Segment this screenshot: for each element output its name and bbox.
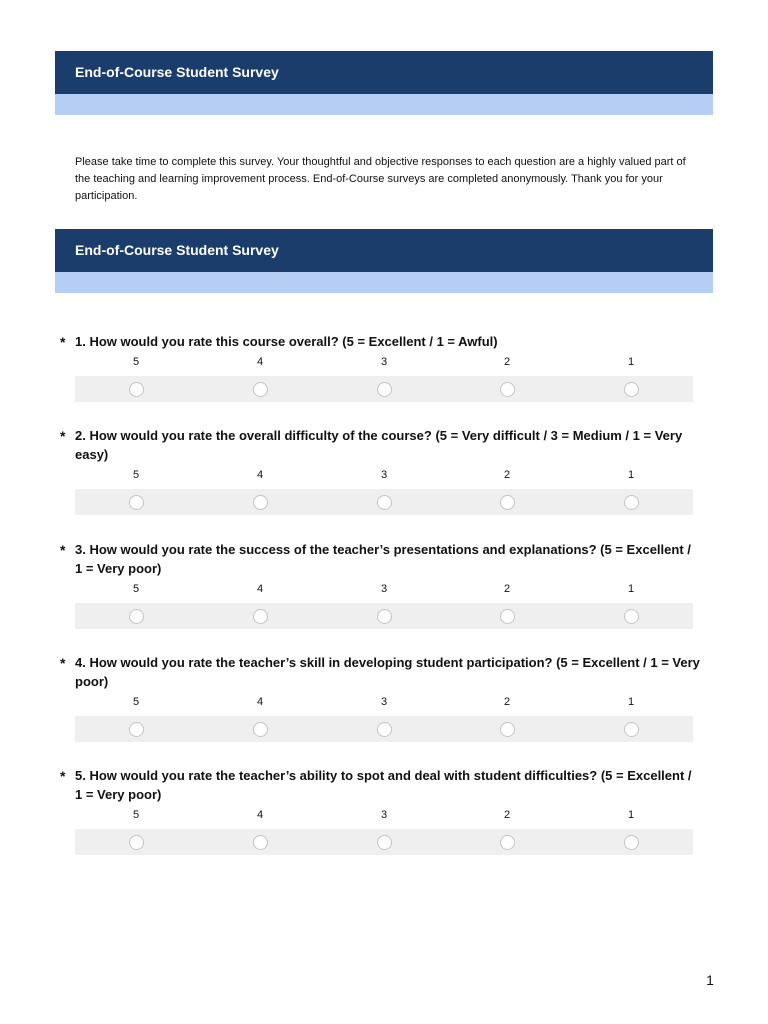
radio-option-5[interactable] [129,835,144,850]
question-1 [60,332,700,402]
radio-option-4[interactable] [253,382,268,397]
survey-title: End-of-Course Student Survey [55,51,713,94]
page-number: 1 [706,972,714,988]
scale-label-2: 2 [503,356,511,368]
question-label: 5. How would you rate the teacher’s ability to spot and deal with student difficulties? (5 = Excellent / 1 = Very poor) [75,768,692,802]
required-asterisk: * [60,542,66,558]
radio-option-2[interactable] [500,609,515,624]
radio-option-3[interactable] [377,382,392,397]
header-accent-band [55,94,713,115]
radio-option-3[interactable] [377,495,392,510]
section-accent-band [55,272,713,293]
radio-option-2[interactable] [500,382,515,397]
rating-scale-labels [75,356,693,371]
radio-option-4[interactable] [253,722,268,737]
scale-label-1: 1 [627,696,635,708]
scale-label-2: 2 [503,696,511,708]
question-label: 1. How would you rate this course overall? (5 = Excellent / 1 = Awful) [75,334,498,349]
required-asterisk: * [60,334,66,350]
scale-label-4: 4 [256,696,264,708]
scale-label-4: 4 [256,583,264,595]
question-label: 4. How would you rate the teacher’s skill in developing student participation? (5 = Excellent / 1 = Very poor) [75,655,700,689]
question-text [60,766,700,804]
scale-label-5: 5 [132,583,140,595]
scale-label-1: 1 [627,356,635,368]
question-5 [60,766,700,855]
scale-label-4: 4 [256,469,264,481]
rating-radio-group [75,489,693,515]
question-2 [60,426,700,515]
scale-label-3: 3 [380,469,388,481]
scale-label-1: 1 [627,469,635,481]
scale-label-2: 2 [503,469,511,481]
rating-radio-group [75,716,693,742]
radio-option-1[interactable] [624,495,639,510]
question-3 [60,540,700,629]
scale-label-2: 2 [503,809,511,821]
scale-label-5: 5 [132,469,140,481]
radio-option-3[interactable] [377,835,392,850]
rating-scale-labels [75,583,693,598]
radio-option-2[interactable] [500,835,515,850]
required-asterisk: * [60,428,66,444]
radio-option-1[interactable] [624,835,639,850]
radio-option-5[interactable] [129,609,144,624]
scale-label-3: 3 [380,583,388,595]
radio-option-5[interactable] [129,382,144,397]
radio-option-5[interactable] [129,495,144,510]
rating-radio-group [75,829,693,855]
question-text [60,332,700,351]
question-4 [60,653,700,742]
scale-label-3: 3 [380,356,388,368]
rating-scale-labels [75,469,693,484]
intro-text: Please take time to complete this survey. Your thoughtful and objective responses to each question are a highly valued part of the teaching and learning improvement process. End-of-Course surveys are completed anonymously. Thank you for your participation. [75,156,686,202]
rating-scale-labels [75,696,693,711]
question-text [60,540,700,578]
scale-label-5: 5 [132,356,140,368]
required-asterisk: * [60,655,66,671]
question-text [60,653,700,691]
radio-option-4[interactable] [253,495,268,510]
radio-option-5[interactable] [129,722,144,737]
radio-option-4[interactable] [253,609,268,624]
rating-scale-labels [75,809,693,824]
scale-label-5: 5 [132,696,140,708]
question-label: 2. How would you rate the overall difficulty of the course? (5 = Very difficult / 3 = Medium / 1 = Very easy) [75,428,683,462]
section-title: End-of-Course Student Survey [55,229,713,272]
scale-label-2: 2 [503,583,511,595]
required-asterisk: * [60,768,66,784]
radio-option-1[interactable] [624,609,639,624]
radio-option-1[interactable] [624,722,639,737]
scale-label-1: 1 [627,809,635,821]
radio-option-2[interactable] [500,495,515,510]
radio-option-1[interactable] [624,382,639,397]
scale-label-3: 3 [380,809,388,821]
radio-option-3[interactable] [377,609,392,624]
scale-label-5: 5 [132,809,140,821]
section-header [55,229,713,293]
scale-label-4: 4 [256,809,264,821]
scale-label-4: 4 [256,356,264,368]
survey-header [55,51,713,115]
question-label: 3. How would you rate the success of the teacher’s presentations and explanations? (5 = Excellent / 1 = Very poor) [75,542,691,576]
rating-radio-group [75,603,693,629]
scale-label-3: 3 [380,696,388,708]
radio-option-2[interactable] [500,722,515,737]
radio-option-3[interactable] [377,722,392,737]
rating-radio-group [75,376,693,402]
question-text [60,426,700,464]
scale-label-1: 1 [627,583,635,595]
radio-option-4[interactable] [253,835,268,850]
